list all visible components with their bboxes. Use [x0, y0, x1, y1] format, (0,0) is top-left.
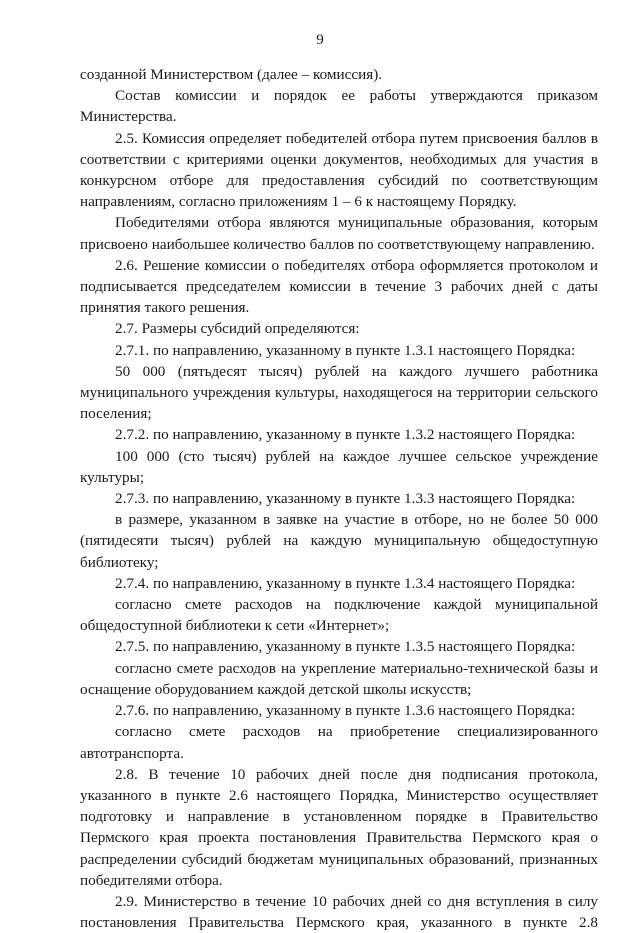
paragraph: 50 000 (пятьдесят тысяч) рублей на каждого лучшего работника муниципального учреждения культуры, находящегося на территории сельского поселения;: [80, 362, 598, 423]
page-number: 9: [316, 32, 324, 48]
paragraph: согласно смете расходов на приобретение специализированного автотранспорта.: [80, 723, 598, 762]
paragraph: 2.7.1. по направлению, указанному в пункте 1.3.1 настоящего Порядка:: [115, 341, 576, 359]
paragraph: 2.7.4. по направлению, указанному в пункте 1.3.4 настоящего Порядка:: [115, 574, 576, 592]
paragraph: Состав комиссии и порядок ее работы утверждаются приказом Министерства.: [80, 87, 598, 126]
paragraph: 2.5. Комиссия определяет победителей отбора путем присвоения баллов в соответствии с критериями оценки документов, необходимых для участия в конкурсном отборе для предоставления субсидий по соответствующим направлениям, согласно приложениям 1 – 6 к настоящему Порядку.: [80, 129, 598, 211]
paragraph: согласно смете расходов на подключение каждой муниципальной общедоступной библиотеки к сети «Интернет»;: [80, 596, 598, 635]
paragraph: 2.7.5. по направлению, указанному в пункте 1.3.5 настоящего Порядка:: [115, 638, 576, 656]
paragraph: Победителями отбора являются муниципальные образования, которым присвоено наибольшее количество баллов по соответствующему направлению.: [80, 214, 598, 253]
paragraph: 2.7.2. по направлению, указанному в пункте 1.3.2 настоящего Порядка:: [115, 426, 576, 444]
paragraph: 2.8. В течение 10 рабочих дней после дня подписания протокола, указанного в пункте 2.6 настоящего Порядка, Министерство осуществляет подготовку и направление в установленном порядке в Правительство Пермского края проекта постановления Правительства Пермского края о распределении субсидий бюджетам муниципальных образований, признанных победителями отбора.: [80, 765, 598, 889]
paragraph: созданной Министерством (далее – комиссия).: [80, 66, 383, 83]
paragraph: 2.6. Решение комиссии о победителях отбора оформляется протоколом и подписывается председателем комиссии в течение 3 рабочих дней с даты принятия такого решения.: [80, 256, 598, 317]
paragraph: 2.7.3. по направлению, указанному в пункте 1.3.3 настоящего Порядка:: [115, 490, 576, 508]
paragraph: 100 000 (сто тысяч) рублей на каждое лучшее сельское учреждение культуры;: [80, 447, 598, 486]
document-body: [80, 64, 598, 933]
paragraph: согласно смете расходов на укрепление материально-технической базы и оснащение оборудованием каждой детской школы искусств;: [80, 659, 598, 698]
paragraph: в размере, указанном в заявке на участие в отборе, но не более 50 000 (пятидесяти тысяч) рублей на каждую муниципальную общедоступную библиотеку;: [80, 511, 598, 571]
paragraph: 2.7. Размеры субсидий определяются:: [115, 320, 360, 338]
paragraph: 2.9. Министерство в течение 10 рабочих дней со дня вступления в силу постановления Правительства Пермского края, указанного в пункте 2.8: [80, 892, 598, 932]
paragraph: 2.7.6. по направлению, указанному в пункте 1.3.6 настоящего Порядка:: [115, 702, 576, 720]
